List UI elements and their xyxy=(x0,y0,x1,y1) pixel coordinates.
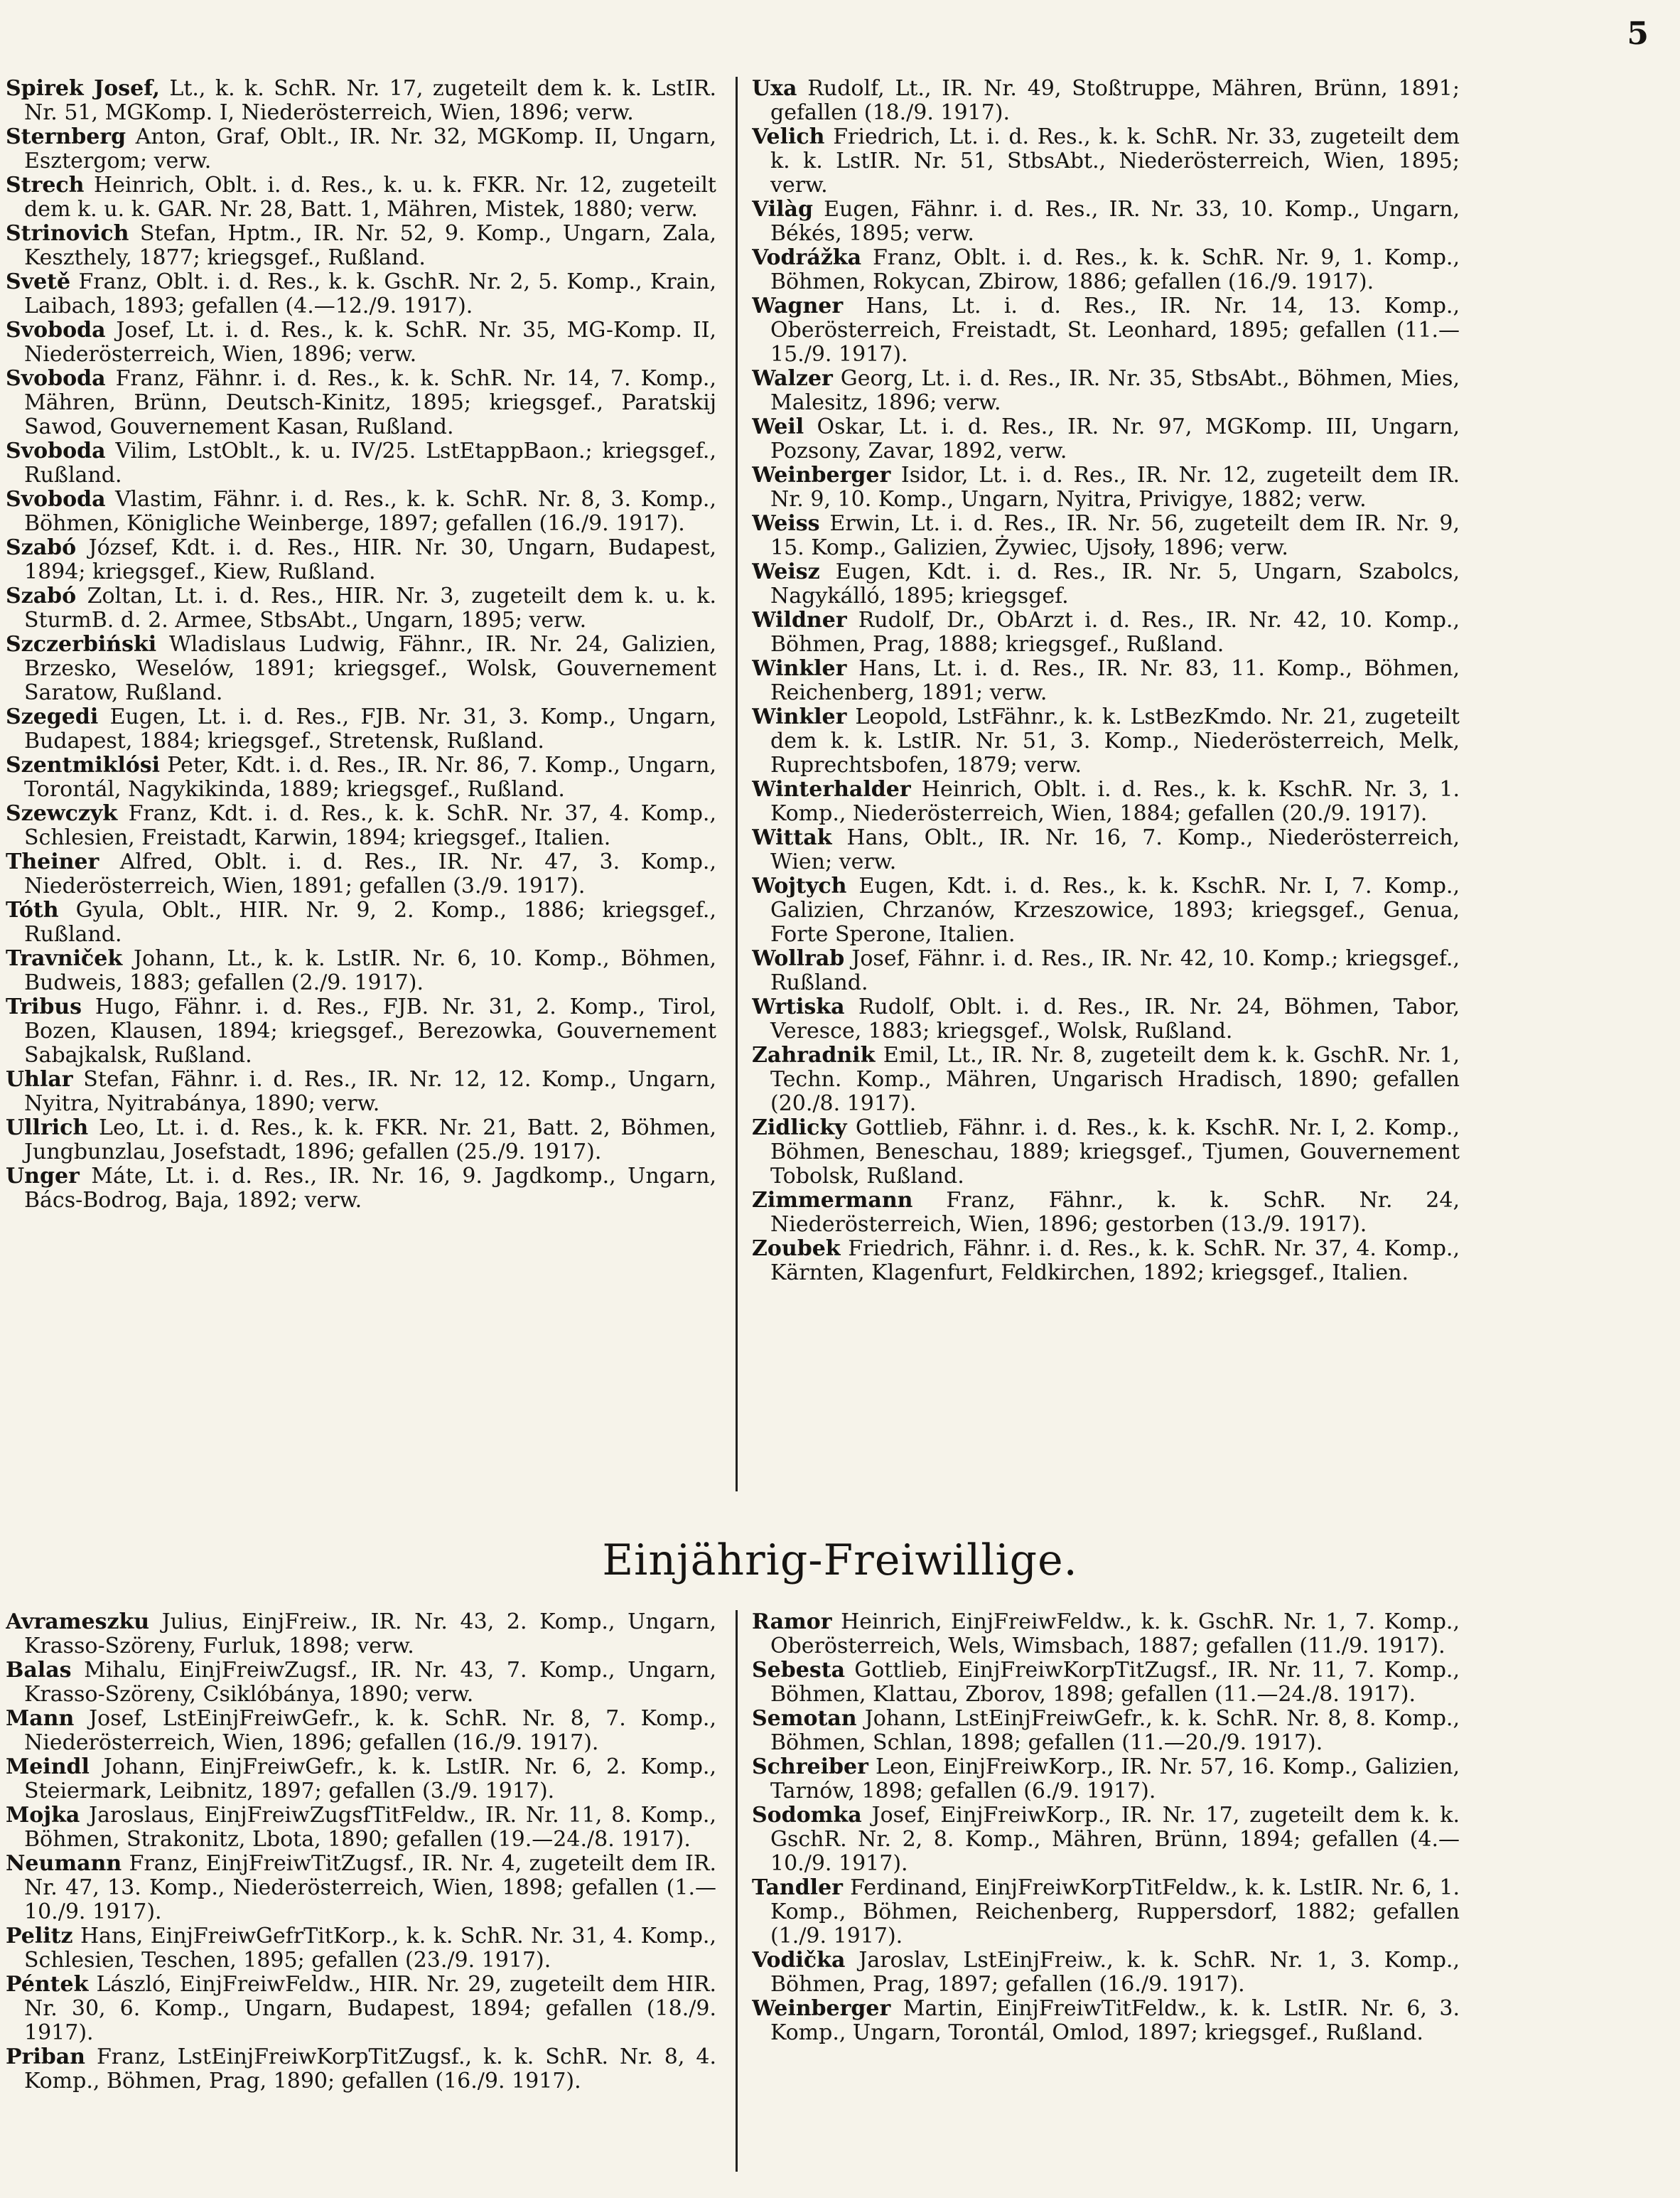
entry-name: Mann xyxy=(6,1706,75,1731)
entry-details: Alfred, Oblt. i. d. Res., IR. Nr. 47, 3. Komp., Niederösterreich, Wien, 1891; gefallen (3./9. 1917). xyxy=(24,849,716,899)
entry-details: Rudolf, Dr., ObArzt i. d. Res., IR. Nr. 42, 10. Komp., Böhmen, Prag, 1888; kriegsgef., Rußland. xyxy=(770,608,1460,657)
entry-name: Wrtiska xyxy=(752,995,845,1019)
entry-details: Heinrich, EinjFreiwFeldw., k. k. GschR. Nr. 1, 7. Komp., Oberösterreich, Wels, Wimsbach, 1887; gefallen (11./9. 1917). xyxy=(770,1610,1460,1658)
entry-name: Uxa xyxy=(752,77,797,101)
list-entry xyxy=(6,1803,716,1852)
entry-name: Priban xyxy=(6,2044,85,2069)
entry-details: Eugen, Kdt. i. d. Res., k. k. KschR. Nr. I, 7. Komp., Galizien, Chrzanów, Krzeszowice, 1893; kriegsgef., Genua, Forte Sperone, Italien. xyxy=(770,874,1460,947)
entry-details: Eugen, Fähnr. i. d. Res., IR. Nr. 33, 10. Komp., Ungarn, Békés, 1895; verw. xyxy=(770,197,1460,246)
entry-details: Zoltan, Lt. i. d. Res., HIR. Nr. 3, zugeteilt dem k. u. k. SturmB. d. 2. Armee, StbsAbt., Ungarn, 1895; verw. xyxy=(24,584,716,633)
entry-name: Tandler xyxy=(752,1875,843,1900)
entry-name: Vodrážka xyxy=(752,245,862,270)
entry-details: Franz, Fähnr., k. k. SchR. Nr. 24, Niederösterreich, Wien, 1896; gestorben (13./9. 1917). xyxy=(770,1188,1460,1237)
entry-details: Franz, EinjFreiwTitZugsf., IR. Nr. 4, zugeteilt dem IR. Nr. 47, 13. Komp., Niederösterreich, Wien, 1898; gefallen (1.—10./9. 1917). xyxy=(24,1851,716,1924)
entry-name: Weinberger xyxy=(752,1996,891,2021)
list-entry xyxy=(6,439,716,488)
top-right-column xyxy=(752,77,1460,1491)
list-entry xyxy=(6,899,716,947)
list-entry xyxy=(752,1044,1460,1116)
list-entry xyxy=(6,77,716,125)
entry-details: Friedrich, Fähnr. i. d. Res., k. k. SchR. Nr. 37, 4. Komp., Kärnten, Klagenfurt, Feldkirchen, 1892; kriegsgef., Italien. xyxy=(770,1236,1460,1285)
list-entry xyxy=(6,488,716,536)
entry-name: Svetě xyxy=(6,269,71,294)
entry-name: Semotan xyxy=(752,1706,857,1731)
list-entry xyxy=(752,1707,1460,1755)
entry-name: Zahradnik xyxy=(752,1043,876,1068)
entry-name: Avrameszku xyxy=(6,1610,150,1634)
list-entry xyxy=(6,125,716,173)
list-entry xyxy=(752,1610,1460,1658)
entry-details: Ferdinand, EinjFreiwKorpTitFeldw., k. k. LstIR. Nr. 6, 1. Komp., Böhmen, Reichenberg, Ruppersdorf, 1882; gefallen (1./9. 1917). xyxy=(770,1875,1460,1948)
entry-details: Julius, EinjFreiw., IR. Nr. 43, 2. Komp., Ungarn, Krasso-Szöreny, Furluk, 1898; verw. xyxy=(24,1610,716,1658)
entry-details: Friedrich, Lt. i. d. Res., k. k. SchR. Nr. 33, zugeteilt dem k. k. LstIR. Nr. 51, StbsAbt., Niederösterreich, Wien, 1895; verw. xyxy=(770,124,1460,198)
list-entry xyxy=(752,778,1460,826)
list-entry xyxy=(6,367,716,439)
volunteers-section xyxy=(0,1610,1680,2172)
entry-name: Szentmiklósi xyxy=(6,753,161,778)
entry-name: Weil xyxy=(752,414,804,439)
entry-name: Neumann xyxy=(6,1851,122,1876)
entry-details: Heinrich, Oblt. i. d. Res., k. u. k. FKR. Nr. 12, zugeteilt dem k. u. k. GAR. Nr. 28, Batt. 1, Mähren, Mistek, 1880; verw. xyxy=(24,173,716,222)
entry-details: Hans, EinjFreiwGefrTitKorp., k. k. SchR. Nr. 31, 4. Komp., Schlesien, Teschen, 1895; gefallen (23./9. 1917). xyxy=(24,1924,716,1973)
entry-name: Svoboda xyxy=(6,366,106,391)
entry-details: Jaroslav, LstEinjFreiw., k. k. SchR. Nr. 1, 3. Komp., Böhmen, Prag, 1897; gefallen (16./9. 1917). xyxy=(770,1948,1460,1997)
entry-name: Tóth xyxy=(6,898,59,923)
list-entry xyxy=(752,609,1460,657)
list-entry xyxy=(752,1948,1460,1997)
entry-name: Sternberg xyxy=(6,124,126,149)
entry-name: Wagner xyxy=(752,294,844,318)
entry-name: Tribus xyxy=(6,995,82,1019)
list-entry xyxy=(752,560,1460,609)
entry-name: Meindl xyxy=(6,1754,90,1779)
entry-name: Uhlar xyxy=(6,1067,73,1092)
entry-details: Josef, LstEinjFreiwGefr., k. k. SchR. Nr. 8, 7. Komp., Niederösterreich, Wien, 1896; gefallen (16./9. 1917). xyxy=(24,1706,716,1755)
list-entry xyxy=(752,1755,1460,1803)
entry-name: Zoubek xyxy=(752,1236,841,1261)
entry-name: Péntek xyxy=(6,1972,89,1997)
officers-section xyxy=(0,77,1680,1491)
entry-details: Emil, Lt., IR. Nr. 8, zugeteilt dem k. k. GschR. Nr. 1, Techn. Komp., Mähren, Ungarisch Hradisch, 1890; gefallen (20./8. 1917). xyxy=(770,1043,1460,1116)
entry-name: Weisz xyxy=(752,559,820,584)
entry-details: Gottlieb, Fähnr. i. d. Res., k. k. KschR. Nr. I, 2. Komp., Böhmen, Beneschau, 1889; kriegsgef., Tjumen, Gouvernement Tobolsk, Rußland. xyxy=(770,1115,1460,1189)
entry-name: Theiner xyxy=(6,849,99,874)
entry-name: Szegedi xyxy=(6,704,99,729)
list-entry xyxy=(752,512,1460,560)
list-entry xyxy=(752,947,1460,995)
entry-name: Wojtych xyxy=(752,874,847,899)
list-entry xyxy=(6,995,716,1068)
entry-details: Erwin, Lt. i. d. Res., IR. Nr. 56, zugeteilt dem IR. Nr. 9, 15. Komp., Galizien, Żywiec, Ujsoły, 1896; verw. xyxy=(770,511,1460,560)
entry-details: Anton, Graf, Oblt., IR. Nr. 32, MGKomp. II, Ungarn, Esztergom; verw. xyxy=(24,124,716,173)
entry-details: Jaroslaus, EinjFreiwZugsfTitFeldw., IR. Nr. 11, 8. Komp., Böhmen, Strakonitz, Lbota, 1890; gefallen (19.—24./8. 1917). xyxy=(24,1803,716,1852)
list-entry xyxy=(752,657,1460,705)
entry-name: Svoboda xyxy=(6,487,106,512)
list-entry xyxy=(6,1755,716,1803)
entry-name: Szabó xyxy=(6,535,77,560)
entry-details: Vilim, LstOblt., k. u. IV/25. LstEtappBaon.; kriegsgef., Rußland. xyxy=(24,439,716,488)
entry-details: Stefan, Hptm., IR. Nr. 52, 9. Komp., Ungarn, Zala, Keszthely, 1877; kriegsgef., Rußland. xyxy=(24,221,716,270)
entry-name: Schreiber xyxy=(752,1754,868,1779)
entry-details: Isidor, Lt. i. d. Res., IR. Nr. 12, zugeteilt dem IR. Nr. 9, 10. Komp., Ungarn, Nyitra, Privigye, 1882; verw. xyxy=(770,463,1460,512)
entry-details: Leon, EinjFreiwKorp., IR. Nr. 57, 16. Komp., Galizien, Tarnów, 1898; gefallen (6./9. 1917). xyxy=(770,1754,1460,1803)
entry-name: Pelitz xyxy=(6,1924,73,1948)
entry-name: Ullrich xyxy=(6,1115,89,1140)
entry-details: Josef, Fähnr. i. d. Res., IR. Nr. 42, 10. Komp.; kriegsgef., Rußland. xyxy=(770,946,1460,995)
entry-name: Winkler xyxy=(752,704,847,729)
column-divider xyxy=(736,1610,738,2172)
entry-details: Heinrich, Oblt. i. d. Res., k. k. KschR. Nr. 3, 1. Komp., Niederösterreich, Wien, 1884; gefallen (20./9. 1917). xyxy=(770,777,1460,826)
list-entry xyxy=(752,705,1460,778)
list-entry xyxy=(6,222,716,270)
entry-details: Rudolf, Lt., IR. Nr. 49, Stoßtruppe, Mähren, Brünn, 1891; gefallen (18./9. 1917). xyxy=(770,77,1460,125)
list-entry xyxy=(752,1116,1460,1189)
entry-name: Zimmermann xyxy=(752,1188,913,1213)
list-entry xyxy=(6,1116,716,1164)
entry-details: Franz, Oblt. i. d. Res., k. k. SchR. Nr. 9, 1. Komp., Böhmen, Rokycan, Zbirow, 1886; gefallen (16./9. 1917). xyxy=(770,245,1460,294)
entry-details: Lt., k. k. SchR. Nr. 17, zugeteilt dem k. k. LstIR. Nr. 51, MGKomp. I, Niederösterreich, Wien, 1896; verw. xyxy=(24,77,716,125)
entry-details: Hans, Lt. i. d. Res., IR. Nr. 83, 11. Komp., Böhmen, Reichenberg, 1891; verw. xyxy=(770,656,1460,705)
entry-name: Szabó xyxy=(6,584,77,609)
entry-details: Vlastim, Fähnr. i. d. Res., k. k. SchR. Nr. 8, 3. Komp., Böhmen, Königliche Weinberge, 1897; gefallen (16./9. 1917). xyxy=(24,487,716,536)
entry-name: Sebesta xyxy=(752,1658,846,1683)
entry-name: Svoboda xyxy=(6,318,106,343)
entry-name: Unger xyxy=(6,1164,80,1189)
entry-details: József, Kdt. i. d. Res., HIR. Nr. 30, Ungarn, Budapest, 1894; kriegsgef., Kiew, Rußland. xyxy=(24,535,716,584)
entry-details: Josef, Lt. i. d. Res., k. k. SchR. Nr. 35, MG-Komp. II, Niederösterreich, Wien, 1896; verw. xyxy=(24,318,716,367)
entry-name: Winterhalder xyxy=(752,777,911,802)
entry-name: Sodomka xyxy=(752,1803,862,1828)
entry-details: Johann, Lt., k. k. LstIR. Nr. 6, 10. Komp., Böhmen, Budweis, 1883; gefallen (2./9. 1917). xyxy=(24,946,716,995)
list-entry xyxy=(752,367,1460,415)
entry-name: Zidlicky xyxy=(752,1115,847,1140)
list-entry xyxy=(752,1803,1460,1876)
list-entry xyxy=(752,874,1460,947)
entry-name: Winkler xyxy=(752,656,847,681)
list-entry xyxy=(6,1164,716,1213)
entry-details: Wladislaus Ludwig, Fähnr., IR. Nr. 24, Galizien, Brzesko, Weselów, 1891; kriegsgef., Wolsk, Gouvernement Saratow, Rußland. xyxy=(24,632,716,705)
entry-name: Szewczyk xyxy=(6,801,118,826)
entry-name: Spirek Josef, xyxy=(6,77,160,101)
list-entry xyxy=(752,826,1460,874)
entry-name: Vilàg xyxy=(752,197,813,222)
entry-name: Wildner xyxy=(752,608,847,633)
entry-details: Leo, Lt. i. d. Res., k. k. FKR. Nr. 21, Batt. 2, Böhmen, Jungbunzlau, Josefstadt, 1896; gefallen (25./9. 1917). xyxy=(24,1115,716,1164)
list-entry xyxy=(6,1924,716,1973)
list-entry xyxy=(6,536,716,584)
entry-details: Hans, Oblt., IR. Nr. 16, 7. Komp., Niederösterreich, Wien; verw. xyxy=(770,825,1460,874)
list-entry xyxy=(6,270,716,318)
entry-details: Franz, Kdt. i. d. Res., k. k. SchR. Nr. 37, 4. Komp., Schlesien, Freistadt, Karwin, 1894; kriegsgef., Italien. xyxy=(24,801,716,850)
list-entry xyxy=(6,1852,716,1924)
list-entry xyxy=(6,802,716,850)
list-entry xyxy=(6,1610,716,1658)
entry-details: Eugen, Lt. i. d. Res., FJB. Nr. 31, 3. Komp., Ungarn, Budapest, 1884; kriegsgef., Stretensk, Rußland. xyxy=(24,704,716,754)
list-entry xyxy=(752,415,1460,463)
entry-details: Franz, LstEinjFreiwKorpTitZugsf., k. k. SchR. Nr. 8, 4. Komp., Böhmen, Prag, 1890; gefallen (16./9. 1917). xyxy=(24,2044,716,2094)
entry-details: Gyula, Oblt., HIR. Nr. 9, 2. Komp., 1886; kriegsgef., Rußland. xyxy=(24,898,716,947)
entry-details: Stefan, Fähnr. i. d. Res., IR. Nr. 12, 12. Komp., Ungarn, Nyitra, Nyitrabánya, 1890; verw. xyxy=(24,1067,716,1116)
entry-details: Hans, Lt. i. d. Res., IR. Nr. 14, 13. Komp., Oberösterreich, Freistadt, St. Leonhard, 1895; gefallen (11.—15./9. 1917). xyxy=(770,294,1460,367)
list-entry xyxy=(752,463,1460,512)
list-entry xyxy=(6,173,716,222)
entry-name: Strech xyxy=(6,173,85,198)
entry-name: Balas xyxy=(6,1658,72,1683)
column-divider xyxy=(736,77,738,1491)
list-entry xyxy=(6,633,716,705)
entry-details: Oskar, Lt. i. d. Res., IR. Nr. 97, MGKomp. III, Ungarn, Pozsony, Zavar, 1892, verw. xyxy=(770,414,1460,463)
entry-name: Velich xyxy=(752,124,825,149)
list-entry xyxy=(6,1707,716,1755)
entry-details: Martin, EinjFreiwTitFeldw., k. k. LstIR. Nr. 6, 3. Komp., Ungarn, Torontál, Omlod, 1897; kriegsgef., Rußland. xyxy=(770,1996,1460,2045)
list-entry xyxy=(6,318,716,367)
entry-details: Eugen, Kdt. i. d. Res., IR. Nr. 5, Ungarn, Szabolcs, Nagykálló, 1895; kriegsgef. xyxy=(770,559,1460,609)
entry-details: Franz, Fähnr. i. d. Res., k. k. SchR. Nr. 14, 7. Komp., Mähren, Brünn, Deutsch-Kinitz, 1895; kriegsgef., Paratskij Sawod, Gouvernement Kasan, Rußland. xyxy=(24,366,716,439)
bottom-right-column xyxy=(752,1610,1460,2172)
entry-details: Hugo, Fähnr. i. d. Res., FJB. Nr. 31, 2. Komp., Tirol, Bozen, Klausen, 1894; kriegsgef., Berezowka, Gouvernement Sabajkalsk, Rußland. xyxy=(24,995,716,1068)
list-entry xyxy=(752,1237,1460,1285)
page-number: 5 xyxy=(1627,16,1649,52)
entry-name: Vodička xyxy=(752,1948,846,1973)
entry-details: Máte, Lt. i. d. Res., IR. Nr. 16, 9. Jagdkomp., Ungarn, Bács-Bodrog, Baja, 1892; verw. xyxy=(24,1164,716,1213)
entry-details: Leopold, LstFähnr., k. k. LstBezKmdo. Nr. 21, zugeteilt dem k. k. LstIR. Nr. 51, 3. Komp., Niederösterreich, Melk, Ruprechtsbofen, 1879; verw. xyxy=(770,704,1460,778)
list-entry xyxy=(752,77,1460,125)
list-entry xyxy=(6,2045,716,2094)
list-entry xyxy=(6,1658,716,1707)
entry-details: Mihalu, EinjFreiwZugsf., IR. Nr. 43, 7. Komp., Ungarn, Krasso-Szöreny, Csiklóbánya, 1890; verw. xyxy=(24,1658,716,1707)
entry-details: Josef, EinjFreiwKorp., IR. Nr. 17, zugeteilt dem k. k. GschR. Nr. 2, 8. Komp., Mähren, Brünn, 1894; gefallen (4.—10./9. 1917). xyxy=(770,1803,1460,1876)
entry-name: Mojka xyxy=(6,1803,80,1828)
list-entry xyxy=(6,705,716,754)
list-entry xyxy=(6,947,716,995)
entry-name: Travniček xyxy=(6,946,123,971)
entry-details: László, EinjFreiwFeldw., HIR. Nr. 29, zugeteilt dem HIR. Nr. 30, 6. Komp., Ungarn, Budapest, 1894; gefallen (18./9. 1917). xyxy=(24,1972,716,2045)
entry-name: Strinovich xyxy=(6,221,129,246)
list-entry xyxy=(752,1876,1460,1948)
entry-details: Johann, LstEinjFreiwGefr., k. k. SchR. Nr. 8, 8. Komp., Böhmen, Schlan, 1898; gefallen (11.—20./9. 1917). xyxy=(770,1706,1460,1755)
list-entry xyxy=(6,754,716,802)
list-entry xyxy=(752,995,1460,1044)
list-entry xyxy=(752,198,1460,246)
list-entry xyxy=(6,584,716,633)
entry-details: Georg, Lt. i. d. Res., IR. Nr. 35, StbsAbt., Böhmen, Mies, Malesitz, 1896; verw. xyxy=(770,366,1460,415)
entry-details: Peter, Kdt. i. d. Res., IR. Nr. 86, 7. Komp., Ungarn, Torontál, Nagykikinda, 1889; kriegsgef., Rußland. xyxy=(24,753,716,802)
entry-name: Svoboda xyxy=(6,439,106,463)
list-entry xyxy=(752,1189,1460,1237)
list-entry xyxy=(6,850,716,899)
bottom-left-column xyxy=(6,1610,716,2172)
entry-name: Wollrab xyxy=(752,946,845,971)
entry-details: Johann, EinjFreiwGefr., k. k. LstIR. Nr. 6, 2. Komp., Steiermark, Leibnitz, 1897; gefallen (3./9. 1917). xyxy=(24,1754,716,1803)
entry-name: Ramor xyxy=(752,1610,832,1634)
list-entry xyxy=(752,294,1460,367)
list-entry xyxy=(6,1973,716,2045)
entry-details: Rudolf, Oblt. i. d. Res., IR. Nr. 24, Böhmen, Tabor, Veresce, 1883; kriegsgef., Wolsk, Rußland. xyxy=(770,995,1460,1044)
list-entry xyxy=(752,246,1460,294)
entry-details: Gottlieb, EinjFreiwKorpTitZugsf., IR. Nr. 11, 7. Komp., Böhmen, Klattau, Zborov, 1898; gefallen (11.—24./8. 1917). xyxy=(770,1658,1460,1707)
list-entry xyxy=(752,125,1460,198)
list-entry xyxy=(752,1658,1460,1707)
entry-name: Weiss xyxy=(752,511,820,536)
entry-details: Franz, Oblt. i. d. Res., k. k. GschR. Nr. 2, 5. Komp., Krain, Laibach, 1893; gefallen (4.—12./9. 1917). xyxy=(24,269,716,318)
section-heading: Einjährig-Freiwillige. xyxy=(602,1535,1078,1585)
top-left-column xyxy=(6,77,716,1491)
entry-name: Walzer xyxy=(752,366,833,391)
entry-name: Szczerbiński xyxy=(6,632,157,657)
entry-name: Weinberger xyxy=(752,463,891,488)
list-entry xyxy=(752,1997,1460,2045)
list-entry xyxy=(6,1068,716,1116)
entry-name: Wittak xyxy=(752,825,832,850)
